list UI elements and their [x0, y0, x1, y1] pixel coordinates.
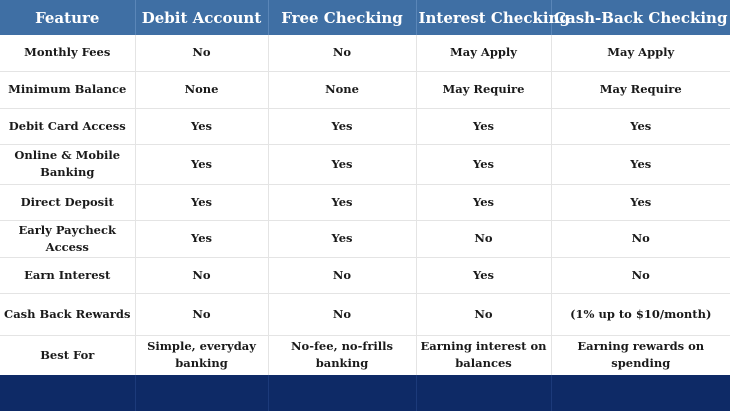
table-row-best-for [0, 335, 730, 375]
table-cell: Yes [416, 184, 551, 220]
table-cell: Yes [268, 144, 416, 184]
table-cell: May Apply [551, 35, 730, 71]
header-interest-checking: Interest Checking [416, 0, 551, 35]
table-cell: Yes [268, 220, 416, 257]
table-row-monthly-fees [0, 35, 730, 71]
table-row-minimum-balance [0, 71, 730, 108]
table-cell: Yes [135, 144, 268, 184]
table-row-early-paycheck-access [0, 220, 730, 257]
footer-divider [551, 375, 552, 411]
header-debit-account: Debit Account [135, 0, 268, 35]
table-cell: May Apply [416, 35, 551, 71]
table-cell: No [135, 35, 268, 71]
footer-divider [268, 375, 269, 411]
table-cell: May Require [551, 71, 730, 108]
feature-cell: Earn Interest [0, 257, 135, 293]
table-row-cash-back-rewards [0, 293, 730, 335]
table-cell: No [268, 293, 416, 335]
header-cash-back-checking: Cash-Back Checking [554, 8, 728, 27]
table-cell: No [416, 293, 551, 335]
table-cell: Yes [135, 108, 268, 144]
footer-divider [416, 375, 417, 411]
table-cell: Yes [135, 184, 268, 220]
table-row-direct-deposit [0, 184, 730, 220]
header-free-checking: Free Checking [268, 0, 416, 35]
table-cell: Yes [551, 144, 730, 184]
footer-band [0, 375, 730, 411]
feature-cell: Minimum Balance [0, 71, 135, 108]
feature-cell: Monthly Fees [0, 35, 135, 71]
table-row-debit-card-access [0, 108, 730, 144]
table-cell: Yes [416, 257, 551, 293]
table-header-row [0, 0, 730, 35]
table-cell: None [135, 71, 268, 108]
feature-cell: Debit Card Access [0, 108, 135, 144]
table-cell: No [268, 35, 416, 71]
table-cell: Yes [268, 184, 416, 220]
table-cell: May Require [416, 71, 551, 108]
feature-cell: Direct Deposit [0, 184, 135, 220]
feature-cell: Early Paycheck Access [0, 220, 135, 257]
table-cell: Earning rewards on spending [551, 335, 730, 375]
feature-cell: Best For [0, 335, 135, 375]
table-cell: Yes [551, 108, 730, 144]
table-cell: Simple, everyday banking [135, 335, 268, 375]
footer-divider [135, 375, 136, 411]
table-cell: Yes [416, 144, 551, 184]
table-row-earn-interest [0, 257, 730, 293]
table-cell: Yes [551, 184, 730, 220]
table-cell: Yes [416, 108, 551, 144]
table-cell: No [135, 293, 268, 335]
table-cell: No [268, 257, 416, 293]
table-cell: Yes [135, 220, 268, 257]
header-feature: Feature [0, 0, 135, 35]
table-cell: No [416, 220, 551, 257]
table-cell: Earning interest on balances [416, 335, 551, 375]
table-cell: No [135, 257, 268, 293]
table-cell: Yes [268, 108, 416, 144]
table-cell: No [551, 220, 730, 257]
table-cell: No [551, 257, 730, 293]
table-cell: None [268, 71, 416, 108]
table-cell: No-fee, no-frills banking [268, 335, 416, 375]
feature-cell: Cash Back Rewards [0, 293, 135, 335]
table-row-online-mobile-banking [0, 144, 730, 184]
feature-cell: Online & Mobile Banking [0, 144, 135, 184]
table-cell: (1% up to $10/month) [551, 293, 730, 335]
